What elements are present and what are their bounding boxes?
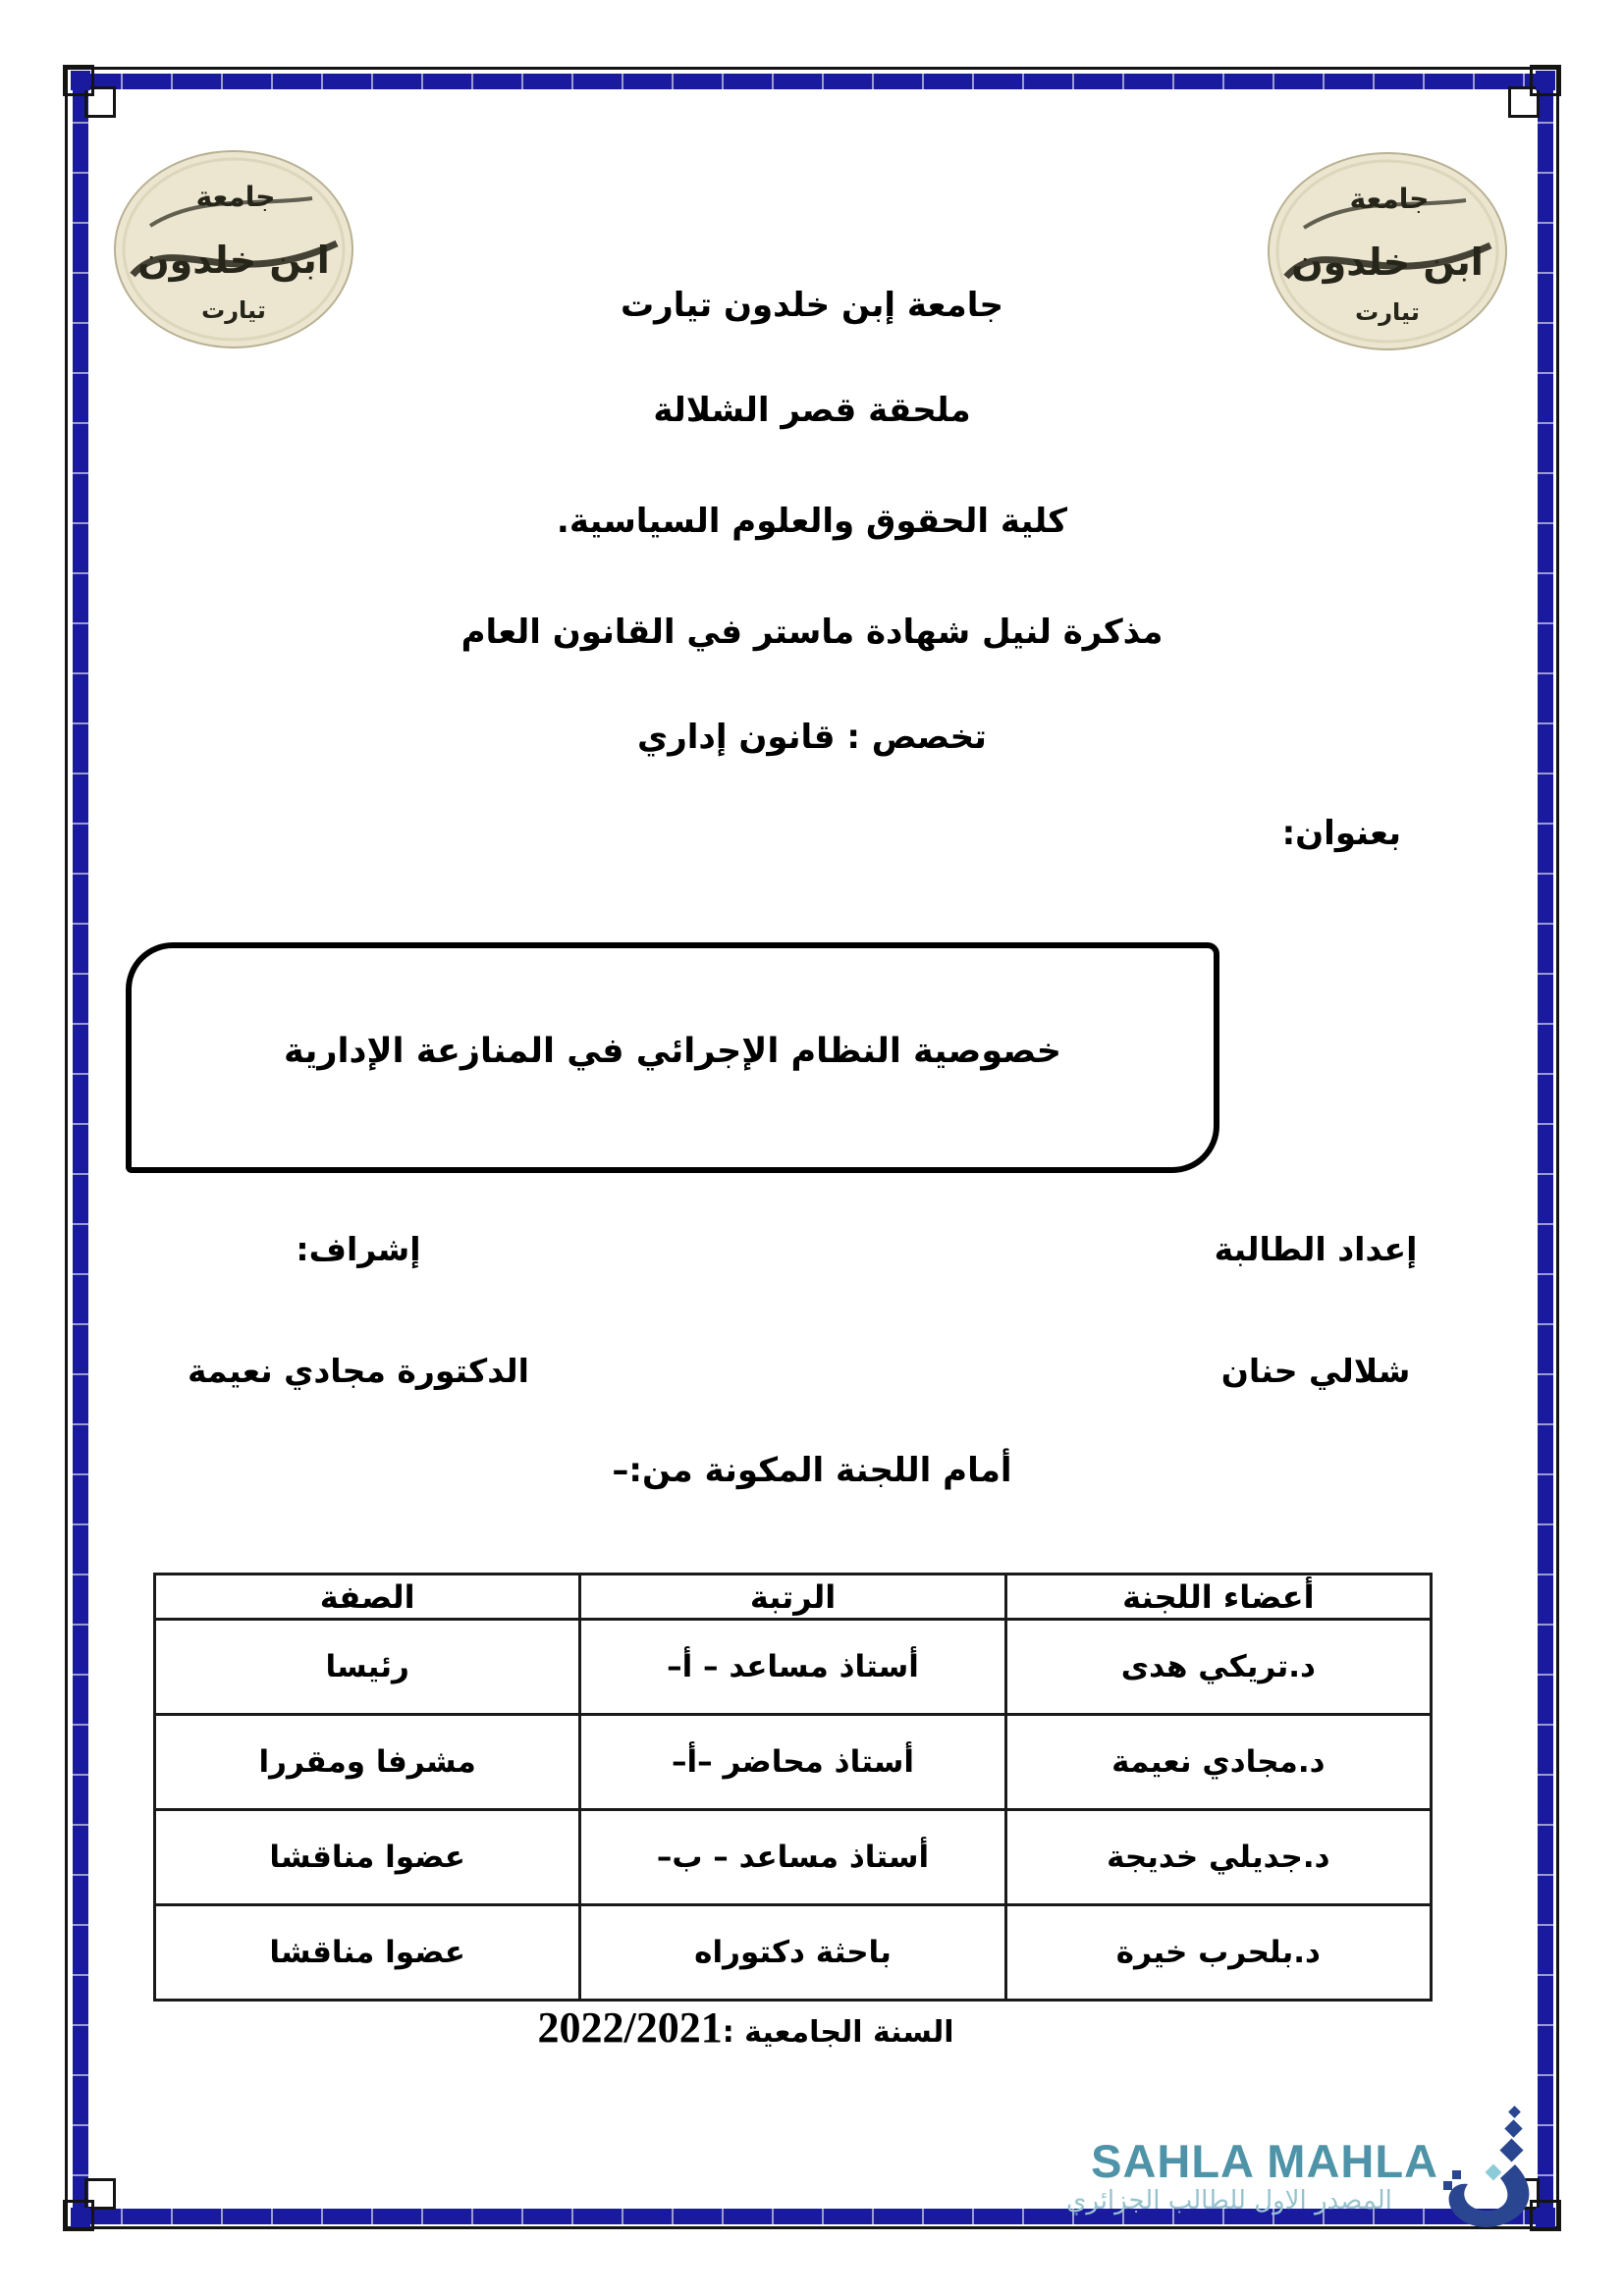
entitled-label: بعنوان: [1281,814,1401,853]
supervisor-name: الدكتورة مجادي نعيمة [188,1352,529,1390]
committee-intro: أمام اللجنة المكونة من:– [612,1451,1012,1490]
watermark-brand: SAHLA MAHLA [1091,2135,1438,2187]
table-cell: عضوا مناقشا [155,1810,580,1905]
prepared-by-label: إعداد الطالبة [1214,1230,1418,1268]
table-header-cell: أعضاء اللجنة [1005,1575,1431,1620]
border-band-left [73,74,88,2224]
committee-table-body [155,1620,1432,2001]
sahla-mahla-watermark [1060,2135,1537,2233]
watermark-calligraphy-icon [1438,2106,1537,2233]
specialty-line: تخصص : قانون إداري [637,718,987,757]
table-cell: أستاذ مساعد – ب– [580,1810,1005,1905]
academic-year-label: السنة الجامعية : [722,2015,954,2050]
table-cell: د.تريكي هدى [1005,1620,1431,1715]
svg-text:تيارت: تيارت [201,296,266,324]
table-header-cell: الرتبة [580,1575,1005,1620]
table-cell: أستاذ محاضر –أ– [580,1715,1005,1810]
border-band-right [1538,74,1553,2224]
table-row [155,1620,1432,1715]
table-cell: باحثة دكتوراه [580,1905,1005,2001]
table-cell: د.جديلي خديجة [1005,1810,1431,1905]
table-cell: عضوا مناقشا [155,1905,580,2001]
border-band-top [73,74,1553,89]
watermark-text [1060,2135,1438,2218]
corner-blue-square-icon [71,71,90,90]
thesis-title-box [126,942,1219,1173]
faculty-name: كلية الحقوق والعلوم السياسية. [556,502,1068,541]
thesis-title: خصوصية النظام الإجرائي في المنازعة الإدارية [284,1031,1062,1071]
academic-year-line [93,2002,1398,2062]
table-header-row [155,1575,1432,1620]
corner-ornament-icon [84,2178,116,2210]
table-row [155,1810,1432,1905]
academic-year-value: 2022/2021 [537,2003,723,2052]
corner-blue-square-icon [1536,2208,1555,2227]
svg-text:جامعة: جامعة [195,181,276,213]
table-cell: د.بلحرب خيرة [1005,1905,1431,2001]
table-row [155,1905,1432,2001]
svg-text:جامعة: جامعة [1349,183,1430,215]
svg-text:ابن خلدون: ابن خلدون [137,239,330,282]
annex-name: ملحقة قصر الشلالة [653,391,971,430]
svg-text:ابن خلدون: ابن خلدون [1291,240,1484,284]
watermark-tagline: المصدر الاول للطالب الجزائري [1066,2186,1392,2216]
table-cell: مشرفا ومقررا [155,1715,580,1810]
committee-table [153,1573,1433,2002]
table-cell: أستاذ مساعد – أ– [580,1620,1005,1715]
corner-blue-square-icon [1536,71,1555,90]
student-name: شلالي حنان [1220,1352,1411,1390]
corner-ornament-icon [84,86,116,118]
memo-line: مذكرة لنيل شهادة ماستر في القانون العام [460,613,1164,652]
supervision-column [167,1225,550,1396]
table-cell: د.مجادي نعيمة [1005,1715,1431,1810]
corner-ornament-icon [1508,86,1540,118]
prepared-by-column [1129,1225,1502,1396]
table-cell: رئيسا [155,1620,580,1715]
table-header-cell: الصفة [155,1575,580,1620]
table-row [155,1715,1432,1810]
supervision-label: إشراف: [296,1230,421,1268]
corner-blue-square-icon [71,2208,90,2227]
svg-text:تيارت: تيارت [1355,298,1420,326]
university-name: جامعة إبن خلدون تيارت [621,286,1003,325]
committee-table-head [155,1575,1432,1620]
